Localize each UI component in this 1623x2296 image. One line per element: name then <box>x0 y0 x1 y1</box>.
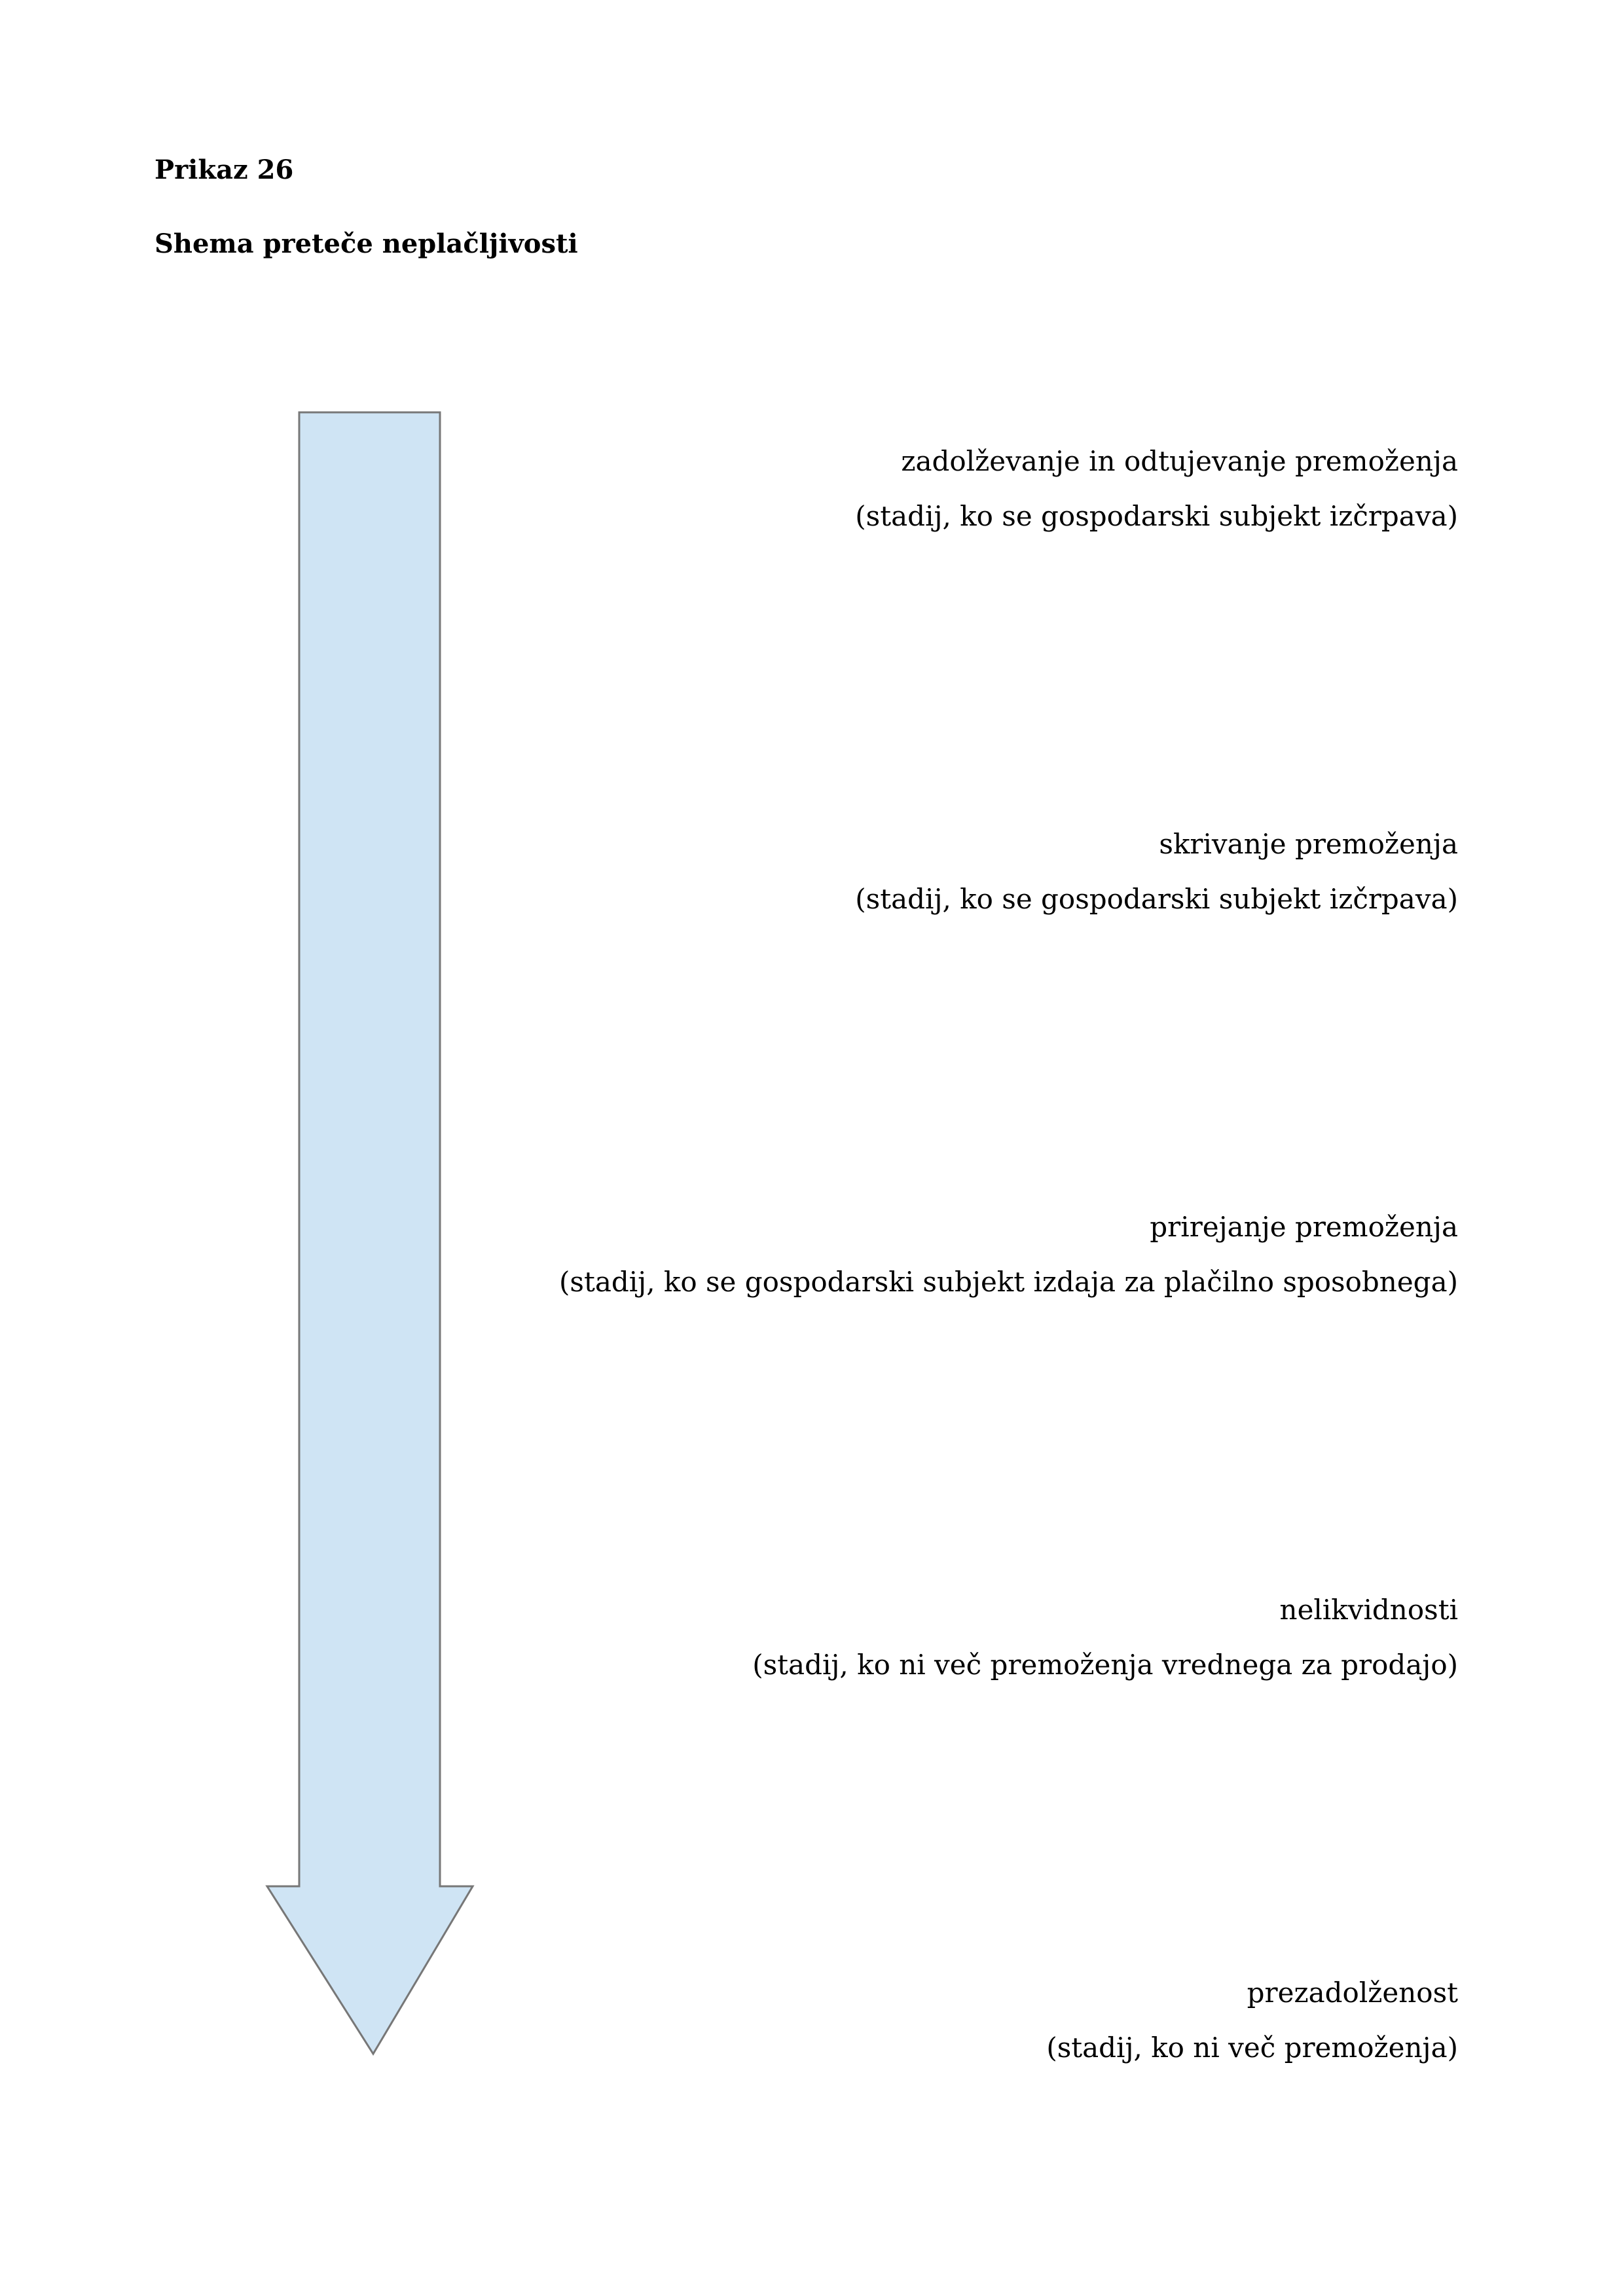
stage-2 <box>855 817 1458 927</box>
stage-5 <box>1046 1965 1458 2075</box>
stage-4 <box>752 1583 1458 1693</box>
stage-3 <box>559 1200 1458 1310</box>
stage-description: (stadij, ko se gospodarski subjekt izčrpava) <box>855 500 1458 532</box>
arrow-shape <box>267 412 473 2054</box>
stage-description: (stadij, ko se gospodarski subjekt izčrpava) <box>855 883 1458 915</box>
down-arrow-icon <box>262 406 484 2101</box>
figure-title: Shema preteče neplačljivosti <box>155 228 578 259</box>
stage-1 <box>855 434 1458 544</box>
stage-name: prezadolženost <box>1247 1977 1458 2009</box>
stage-name: zadolževanje in odtujevanje premoženja <box>901 445 1458 477</box>
stage-name: nelikvidnosti <box>1279 1594 1458 1626</box>
stage-name: prirejanje premoženja <box>1150 1211 1458 1243</box>
stage-name: skrivanje premoženja <box>1159 828 1458 860</box>
stage-description: (stadij, ko se gospodarski subjekt izdaja za plačilno sposobnega) <box>559 1266 1458 1298</box>
stage-description: (stadij, ko ni več premoženja vrednega za prodajo) <box>752 1649 1458 1681</box>
stage-description: (stadij, ko ni več premoženja) <box>1046 2032 1458 2064</box>
figure-label: Prikaz 26 <box>155 154 294 185</box>
